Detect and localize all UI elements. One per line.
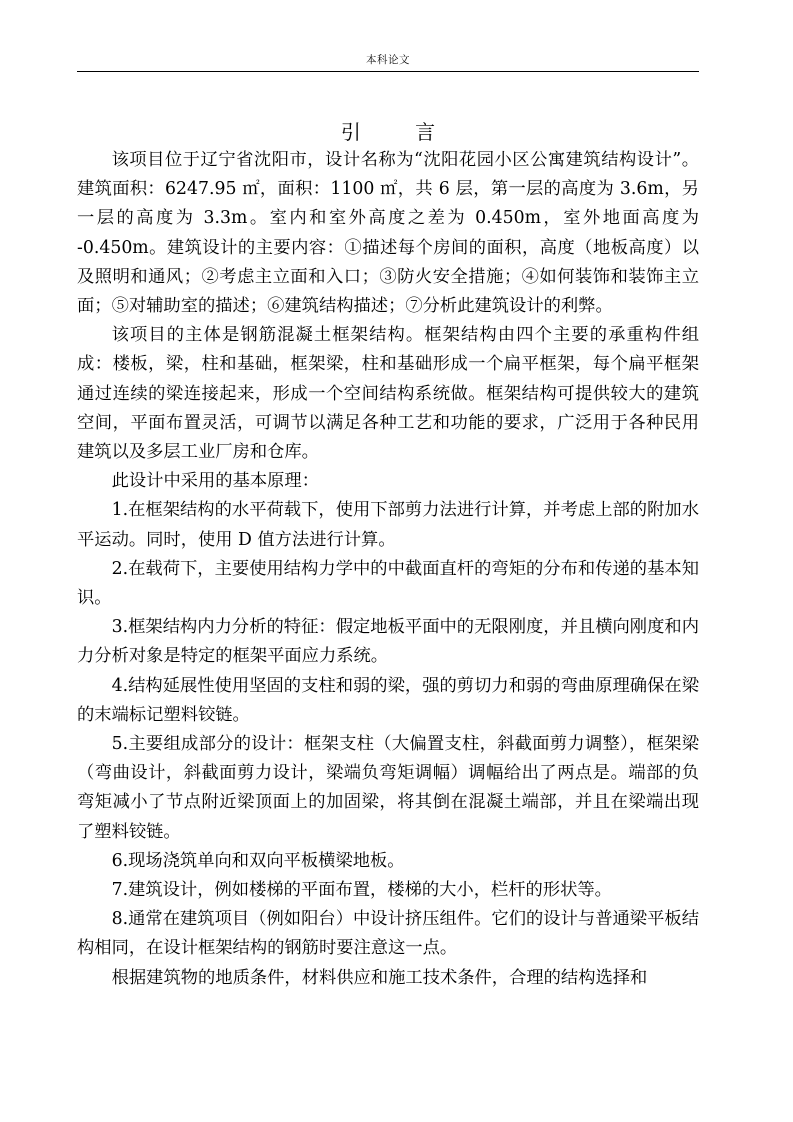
list-item-8: 8.通常在建筑项目（例如阳台）中设计挤压组件。它们的设计与普通梁平板结构相同，在设计框架结构的钢筋时要注意这一点。 [77, 909, 699, 959]
paragraph-closing: 根据建筑物的地质条件，材料供应和施工技术条件，合理的结构选择和 [111, 967, 648, 988]
list-item-3: 3.框架结构内力分析的特征：假定地板平面中的无限刚度，并且横向刚度和内力分析对象是特定的框架平面应力系统。 [77, 617, 699, 667]
section-title: 引 言 [340, 120, 460, 144]
list-item-2: 2.在载荷下，主要使用结构力学中的中截面直杆的弯矩的分布和传递的基本知识。 [77, 558, 699, 609]
paragraph-principles-intro: 此设计中采用的基本原理： [111, 471, 319, 492]
list-item-5: 5.主要组成部分的设计：框架支柱（大偏置支柱，斜截面剪力调整），框架梁（弯曲设计，斜截面剪力设计，梁端负弯矩调幅）调幅给出了两点是。端部的负弯矩减小了节点附近梁顶面上的加固梁，将其倒在混凝土端部，并且在梁端出现了塑料铰链。 [77, 734, 699, 842]
paragraph-structure: 该项目的主体是钢筋混凝土框架结构。框架结构由四个主要的承重构件组成：楼板，梁，柱和基础，框架梁，柱和基础形成一个扁平框架，每个扁平框架通过连续的梁连接起来，形成一个空间结构系统做。框架结构可提供较大的建筑空间，平面布置灵活，可调节以满足各种工艺和功能的要求，广泛用于各种民用建筑以及多层工业厂房和仓库。 [77, 325, 699, 463]
paragraph-project-overview: 该项目位于辽宁省沈阳市，设计名称为“沈阳花园小区公寓建筑结构设计”。建筑面积：6247.95 ㎡，面积：1100 ㎡，共 6 层，第一层的高度为 3.6m，另一层的高度为 3.3m。室内和室外高度之差为 0.450m，室外地面高度为 -0.450m。建筑设计的主要内容：①描述每个房间的面积，高度（地板高度）以及照明和通风；②考虑主立面和入口；③防火安全措施；④如何装饰和装饰主立面；⑤对辅助室的描述；⑥建筑结构描述；⑦分析此建筑设计的利弊。 [77, 150, 699, 317]
list-item-6: 6.现场浇筑单向和双向平板横梁地板。 [111, 850, 405, 871]
list-item-7: 7.建筑设计，例如楼梯的平面布置，楼梯的大小，栏杆的形状等。 [111, 880, 612, 901]
body-text [77, 146, 699, 993]
list-item-4: 4.结构延展性使用坚固的支柱和弱的梁，强的剪切力和弱的弯曲原理确保在梁的末端标记塑料铰链。 [77, 675, 699, 725]
running-header: 本科论文 [366, 54, 410, 66]
list-item-1: 1.在框架结构的水平荷载下，使用下部剪力法进行计算，并考虑上部的附加水平运动。同时，使用 D 值方法进行计算。 [77, 500, 699, 550]
header-rule [77, 71, 699, 72]
